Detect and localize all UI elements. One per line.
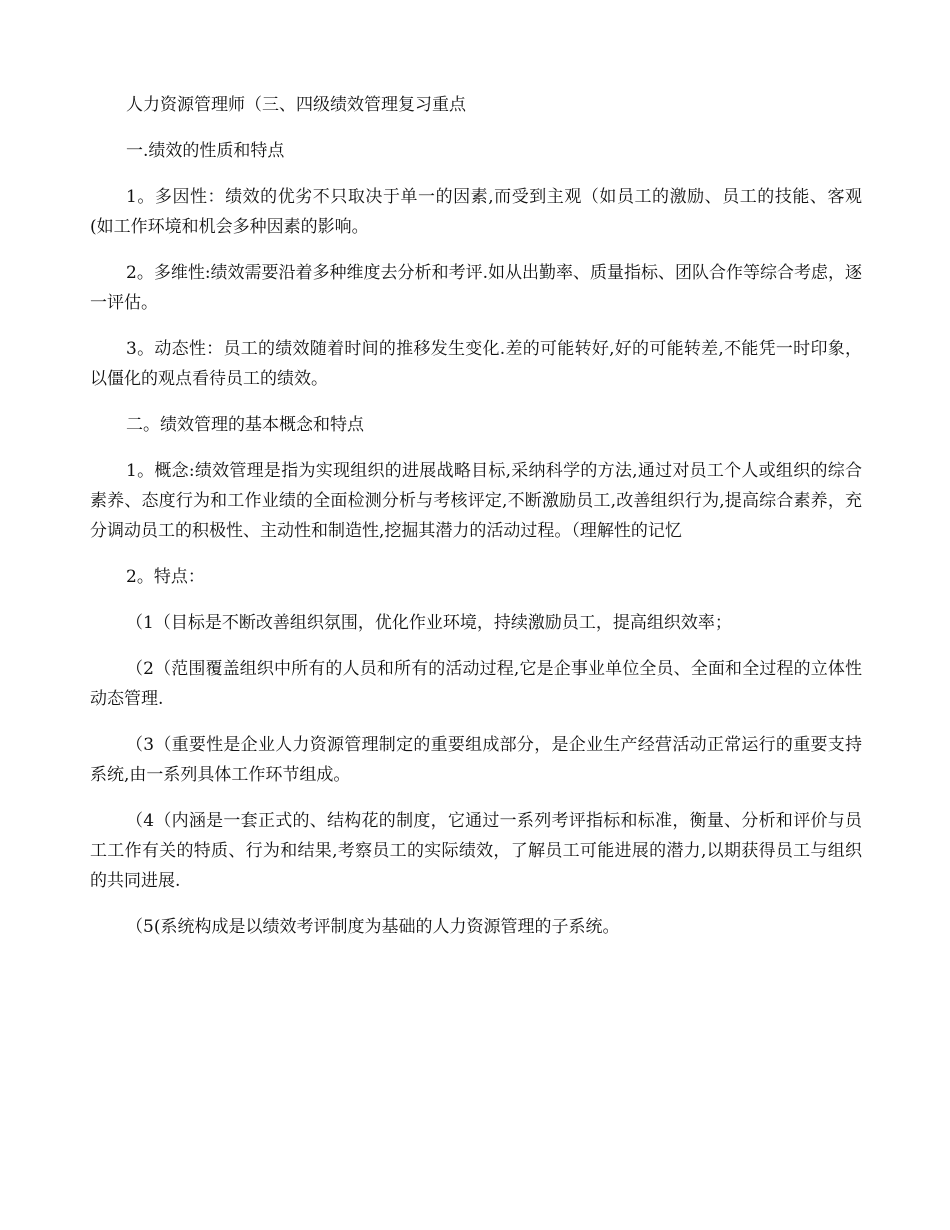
paragraph-feature-4: （4（内涵是一套正式的、结构花的制度，它通过一系列考评指标和标准，衡量、分析和评价与员工工作有关的特质、行为和结果,考察员工的实际绩效，了解员工可能进展的潜力,以期获得员工与组织的共同进展. — [90, 811, 862, 891]
paragraph-feature-3: （3（重要性是企业人力资源管理制定的重要组成部分，是企业生产经营活动正常运行的重要支持系统,由一系列具体工作环节组成。 — [90, 735, 862, 785]
paragraph-concept: 1。概念:绩效管理是指为实现组织的进展战略目标,采纳科学的方法,通过对员工个人或组织的综合素养、态度行为和工作业绩的全面检测分析与考核评定,不断激励员工,改善组织行为,提高综合素养，充分调动员工的积极性、主动性和制造性,挖掘其潜力的活动过程。（理解性的记忆 — [90, 461, 862, 541]
paragraph-feature-2: （2（范围覆盖组织中所有的人员和所有的活动过程,它是企事业单位全员、全面和全过程的立体性动态管理. — [90, 659, 862, 709]
paragraph-multidimensional: 2。多维性:绩效需要沿着多种维度去分析和考评.如从出勤率、质量指标、团队合作等综合考虑，逐一评估。 — [90, 263, 862, 313]
paragraph-features-heading: 2。特点： — [126, 567, 205, 587]
paragraph-multifactor: 1。多因性：绩效的优劣不只取决于单一的因素,而受到主观（如员工的激励、员工的技能、客观(如工作环境和机会多种因素的影响。 — [90, 187, 862, 237]
paragraph-dynamic: 3。动态性：员工的绩效随着时间的推移发生变化.差的可能转好,好的可能转差,不能凭一时印象，以僵化的观点看待员工的绩效。 — [90, 339, 862, 389]
section-heading-2: 二。绩效管理的基本概念和特点 — [126, 415, 364, 435]
document-body — [90, 90, 862, 958]
document-title: 人力资源管理师（三、四级绩效管理复习重点 — [126, 95, 466, 115]
paragraph-feature-5: （5(系统构成是以绩效考评制度为基础的人力资源管理的子系统。 — [126, 917, 620, 937]
section-heading-1: 一.绩效的性质和特点 — [126, 141, 285, 161]
paragraph-feature-1: （1（目标是不断改善组织氛围，优化作业环境，持续激励员工，提高组织效率； — [126, 613, 732, 633]
